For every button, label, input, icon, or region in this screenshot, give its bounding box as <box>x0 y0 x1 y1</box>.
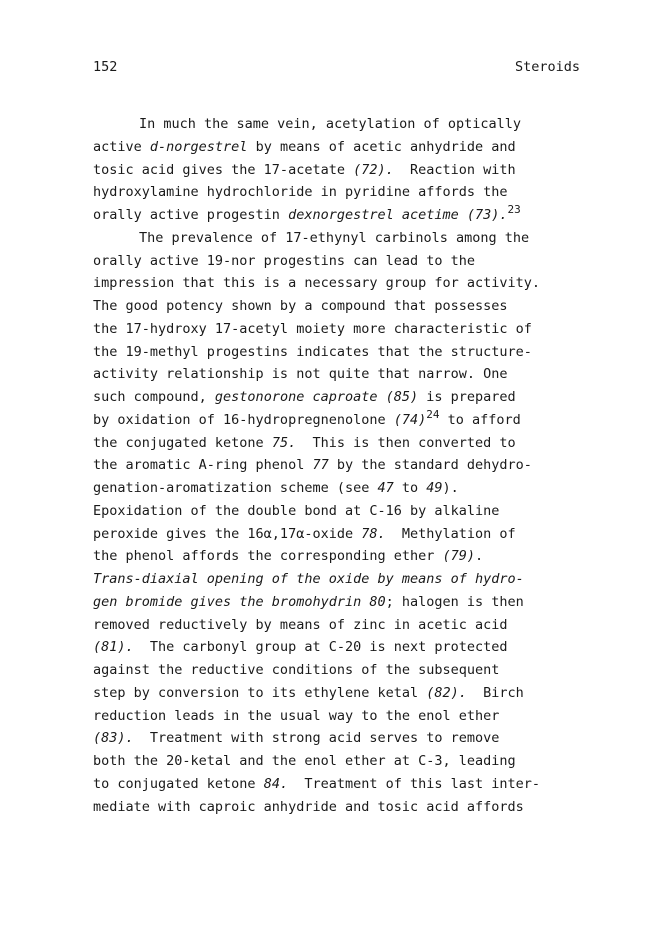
text-span <box>377 389 385 405</box>
footnote-ref: 24 <box>426 407 440 421</box>
text-span: by means of acetic anhydride and <box>247 138 516 155</box>
page-header <box>93 59 580 79</box>
italic-term: d-norgestrel <box>149 138 248 155</box>
text-span: Methylation of <box>385 525 516 542</box>
text-span: This is then converted to <box>296 434 516 451</box>
text-span: the aromatic A-ring phenol <box>93 457 313 474</box>
italic-term: 78. <box>361 525 386 542</box>
text-span: the conjugated ketone <box>93 434 272 451</box>
text-span: removed reductively by means of zinc in acetic acid <box>93 616 508 633</box>
text-line <box>93 432 603 455</box>
italic-term: Trans-diaxial opening of the oxide by means of hydro- <box>93 571 524 587</box>
text-span: . <box>475 548 484 565</box>
text-span: such compound, <box>93 389 215 405</box>
text-span: orally active 19-nor progestins can lead to the <box>93 252 476 269</box>
italic-term: 47 <box>377 480 394 496</box>
text-line <box>93 113 603 136</box>
text-line <box>93 204 603 227</box>
text-line <box>93 500 603 523</box>
text-span: tosic acid gives the 17-acetate <box>93 161 354 178</box>
text-line <box>93 614 603 637</box>
text-span: the 19-methyl progestins indicates that the structure- <box>93 343 532 360</box>
text-span: The carbonyl group at C-20 is next protected <box>133 639 508 656</box>
text-span: ; halogen is then <box>385 593 524 610</box>
text-span: against the reductive conditions of the subsequent <box>93 662 500 678</box>
text-span <box>459 207 467 223</box>
text-line <box>93 773 603 796</box>
footnote-ref: 23 <box>507 203 521 216</box>
italic-term: (83). <box>93 730 134 747</box>
text-span: Treatment with strong acid serves to remove <box>133 730 500 747</box>
text-line <box>93 682 603 705</box>
italic-term: gestonorone caproate <box>214 389 378 405</box>
text-line <box>93 659 603 682</box>
text-span: by oxidation of 16-hydropregnenolone <box>93 411 394 428</box>
text-line <box>93 250 603 273</box>
italic-term: (82). <box>426 684 467 701</box>
text-line <box>93 568 603 591</box>
text-span: step by conversion to its ethylene ketal <box>93 684 427 701</box>
italic-term: gen bromide gives the bromohydrin 80 <box>93 593 386 610</box>
text-line <box>93 295 603 318</box>
text-span: orally active progestin <box>93 207 289 223</box>
text-span: to afford <box>439 411 521 428</box>
text-line <box>93 386 603 409</box>
italic-term: (74) <box>393 411 427 428</box>
italic-term: (72). <box>353 161 394 178</box>
text-line <box>93 636 603 659</box>
italic-term: (81). <box>93 639 134 656</box>
page-number: 152 <box>93 59 118 75</box>
text-line <box>93 341 603 364</box>
text-line <box>93 591 603 614</box>
italic-term: (85) <box>385 389 419 405</box>
text-line <box>93 705 603 728</box>
text-span: peroxide gives the 16α,17α-oxide <box>93 525 362 542</box>
body-text <box>93 113 603 818</box>
italic-term: (79) <box>442 548 476 565</box>
text-line <box>93 272 603 295</box>
text-line <box>93 409 603 432</box>
text-span: The prevalence of 17-ethynyl carbinols among the <box>139 229 530 246</box>
text-line <box>93 454 603 477</box>
text-span: The good potency shown by a compound that possesses <box>93 298 508 314</box>
italic-term: 77 <box>312 457 329 474</box>
italic-term: 84. <box>263 775 289 792</box>
text-line <box>93 477 603 500</box>
text-line <box>93 727 603 750</box>
text-line <box>93 159 603 182</box>
text-line <box>93 523 603 546</box>
text-span: Epoxidation of the double bond at C-16 by alkaline <box>93 502 500 519</box>
italic-term: (73). <box>466 207 508 223</box>
text-span: In much the same vein, acetylation of optically <box>139 116 522 132</box>
text-span: is prepared <box>418 389 516 405</box>
text-line <box>93 318 603 341</box>
text-span: to <box>393 480 427 496</box>
text-span: ). <box>442 480 459 496</box>
text-line <box>93 181 603 204</box>
running-head: Steroids <box>514 59 580 75</box>
text-span: impression that this is a necessary group for activity. <box>93 275 541 292</box>
text-span: mediate with caproic anhydride and tosic acid affords <box>93 798 524 815</box>
text-span: the 17-hydroxy 17-acetyl moiety more characteristic of <box>93 320 532 337</box>
text-span: Reaction with <box>393 161 516 178</box>
text-span: the phenol affords the corresponding ether <box>93 548 443 565</box>
text-span: activity relationship is not quite that narrow. One <box>93 366 508 383</box>
italic-term: dexnorgestrel acetime <box>288 207 459 223</box>
text-span: both the 20-ketal and the enol ether at C-3, leading <box>93 753 516 769</box>
text-span: genation-aromatization scheme (see <box>93 480 378 496</box>
text-span: Treatment of this last inter- <box>288 775 541 792</box>
text-line <box>93 136 603 159</box>
text-line <box>93 796 603 819</box>
text-line <box>93 363 603 386</box>
italic-term: 49 <box>426 480 443 496</box>
text-span: by the standard dehydro- <box>328 457 532 474</box>
text-line <box>93 545 603 568</box>
text-span: reduction leads in the usual way to the enol ether <box>93 707 500 724</box>
italic-term: 75. <box>271 434 297 451</box>
text-line <box>93 750 603 773</box>
text-span: to conjugated ketone <box>93 775 264 792</box>
text-span: hydroxylamine hydrochloride in pyridine affords the <box>93 184 508 201</box>
text-line <box>93 227 603 250</box>
text-span: Birch <box>466 684 524 701</box>
text-span: active <box>93 138 150 155</box>
